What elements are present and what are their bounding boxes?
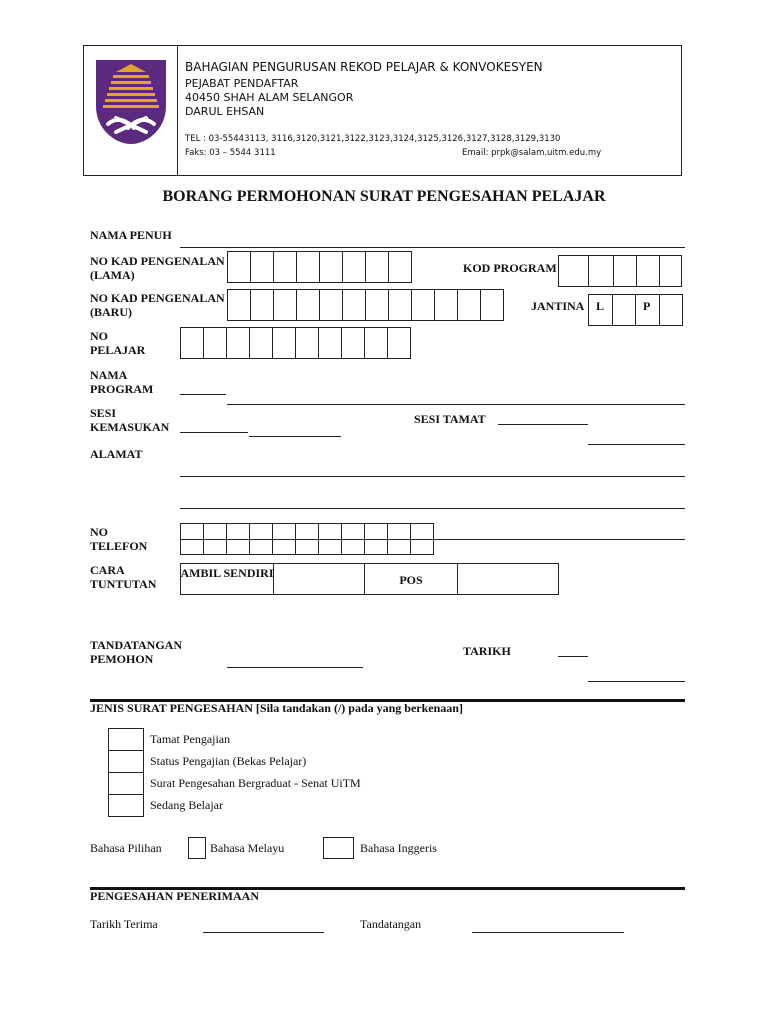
label-cara-tuntutan: CARA TUNTUTAN (90, 563, 157, 591)
label-sesi-tamat: SESI TAMAT (414, 412, 486, 426)
checkbox-status-pengajian[interactable] (108, 750, 144, 772)
heading-pengesahan-penerimaan: PENGESAHAN PENERIMAAN (90, 889, 260, 903)
label-nama-penuh: NAMA PENUH (90, 228, 172, 242)
label-alamat: ALAMAT (90, 447, 143, 461)
checkbox-surat-bergraduat[interactable] (108, 772, 144, 794)
label-jantina: JANTINA (531, 299, 585, 313)
checkbox-bahasa-melayu[interactable] (188, 837, 206, 859)
jantina-p-check[interactable] (659, 294, 683, 326)
option-bahasa-melayu: Bahasa Melayu (210, 841, 285, 855)
option-pos-check[interactable] (457, 563, 559, 595)
checkbox-tamat-pengajian[interactable] (108, 728, 144, 750)
input-no-pelajar[interactable] (180, 327, 411, 359)
input-sesi-kemasukan-b[interactable] (249, 436, 341, 437)
header-divider (177, 45, 178, 175)
option-tamat-pengajian: Tamat Pengajian (150, 732, 231, 746)
option-status-pengajian: Status Pengajian (Bekas Pelajar) (150, 754, 307, 768)
header-fax: Faks: 03 – 5544 3111 (185, 148, 276, 158)
input-tarikh-b[interactable] (588, 681, 685, 682)
header-email: Email: prpk@salam.uitm.edu.my (462, 148, 602, 158)
input-nama-penuh[interactable] (180, 247, 685, 248)
input-tandatangan-pemohon[interactable] (227, 667, 363, 668)
label-tandatangan: Tandatangan (360, 917, 422, 931)
input-kod-program[interactable] (558, 255, 682, 287)
input-sesi-tamat-a[interactable] (498, 424, 588, 425)
input-alamat-2[interactable] (180, 508, 685, 509)
label-no-telefon: NO TELEFON (90, 525, 148, 553)
heading-jenis-surat: JENIS SURAT PENGESAHAN [Sila tandakan (/) pada yang berkenaan] (90, 701, 463, 715)
checkbox-sedang-belajar[interactable] (108, 794, 144, 816)
form-title: BORANG PERMOHONAN SURAT PENGESAHAN PELAJAR (162, 188, 606, 205)
input-ic-lama[interactable] (227, 251, 412, 283)
uitm-logo (94, 58, 168, 146)
telefon-row-line (180, 539, 685, 540)
input-nama-program-b[interactable] (227, 404, 685, 405)
header-address-1: 40450 SHAH ALAM SELANGOR (185, 91, 354, 104)
input-sesi-tamat-b[interactable] (588, 444, 685, 445)
label-sesi-kemasukan: SESI KEMASUKAN (90, 406, 170, 434)
label-kod-program: KOD PROGRAM (463, 261, 557, 275)
header-address-2: DARUL EHSAN (185, 105, 265, 118)
header-org: BAHAGIAN PENGURUSAN REKOD PELAJAR & KONVOKESYEN (185, 60, 543, 74)
option-sedang-belajar: Sedang Belajar (150, 798, 223, 812)
option-ambil-sendiri-check[interactable] (273, 563, 365, 595)
header-tel: TEL : 03-55443113, 3116,3120,3121,3122,3123,3124,3125,3126,3127,3128,3129,3130 (185, 134, 561, 144)
header-office: PEJABAT PENDAFTAR (185, 77, 299, 90)
input-jantina[interactable] (588, 294, 683, 326)
option-ambil-sendiri-label: AMBIL SENDIRI (180, 566, 274, 580)
input-sesi-kemasukan-a[interactable] (180, 432, 248, 433)
label-ic-baru: NO KAD PENGENALAN (BARU) (90, 291, 225, 319)
jantina-l-check[interactable] (612, 294, 636, 326)
checkbox-bahasa-inggeris[interactable] (323, 837, 354, 859)
jantina-p-box[interactable]: P (635, 294, 660, 326)
label-bahasa-pilihan: Bahasa Pilihan (90, 841, 162, 855)
label-nama-program: NAMA PROGRAM (90, 368, 154, 396)
input-alamat-1[interactable] (180, 476, 685, 477)
label-ic-lama: NO KAD PENGENALAN (LAMA) (90, 254, 225, 282)
option-bahasa-inggeris: Bahasa Inggeris (360, 841, 437, 855)
label-tarikh-terima: Tarikh Terima (90, 917, 158, 931)
label-tarikh: TARIKH (463, 644, 511, 658)
option-surat-bergraduat: Surat Pengesahan Bergraduat - Senat UiTM (150, 776, 361, 790)
label-tandatangan-pemohon: TANDATANGAN PEMOHON (90, 638, 182, 666)
input-ic-baru[interactable] (227, 289, 504, 321)
input-tandatangan[interactable] (472, 932, 624, 933)
jantina-l-box[interactable]: L (588, 294, 613, 326)
input-tarikh-terima[interactable] (203, 932, 324, 933)
input-nama-program-a[interactable] (180, 394, 226, 395)
input-tarikh-a[interactable] (558, 656, 588, 657)
option-pos-label: POS (399, 573, 423, 587)
label-no-pelajar: NO PELAJAR (90, 329, 146, 357)
